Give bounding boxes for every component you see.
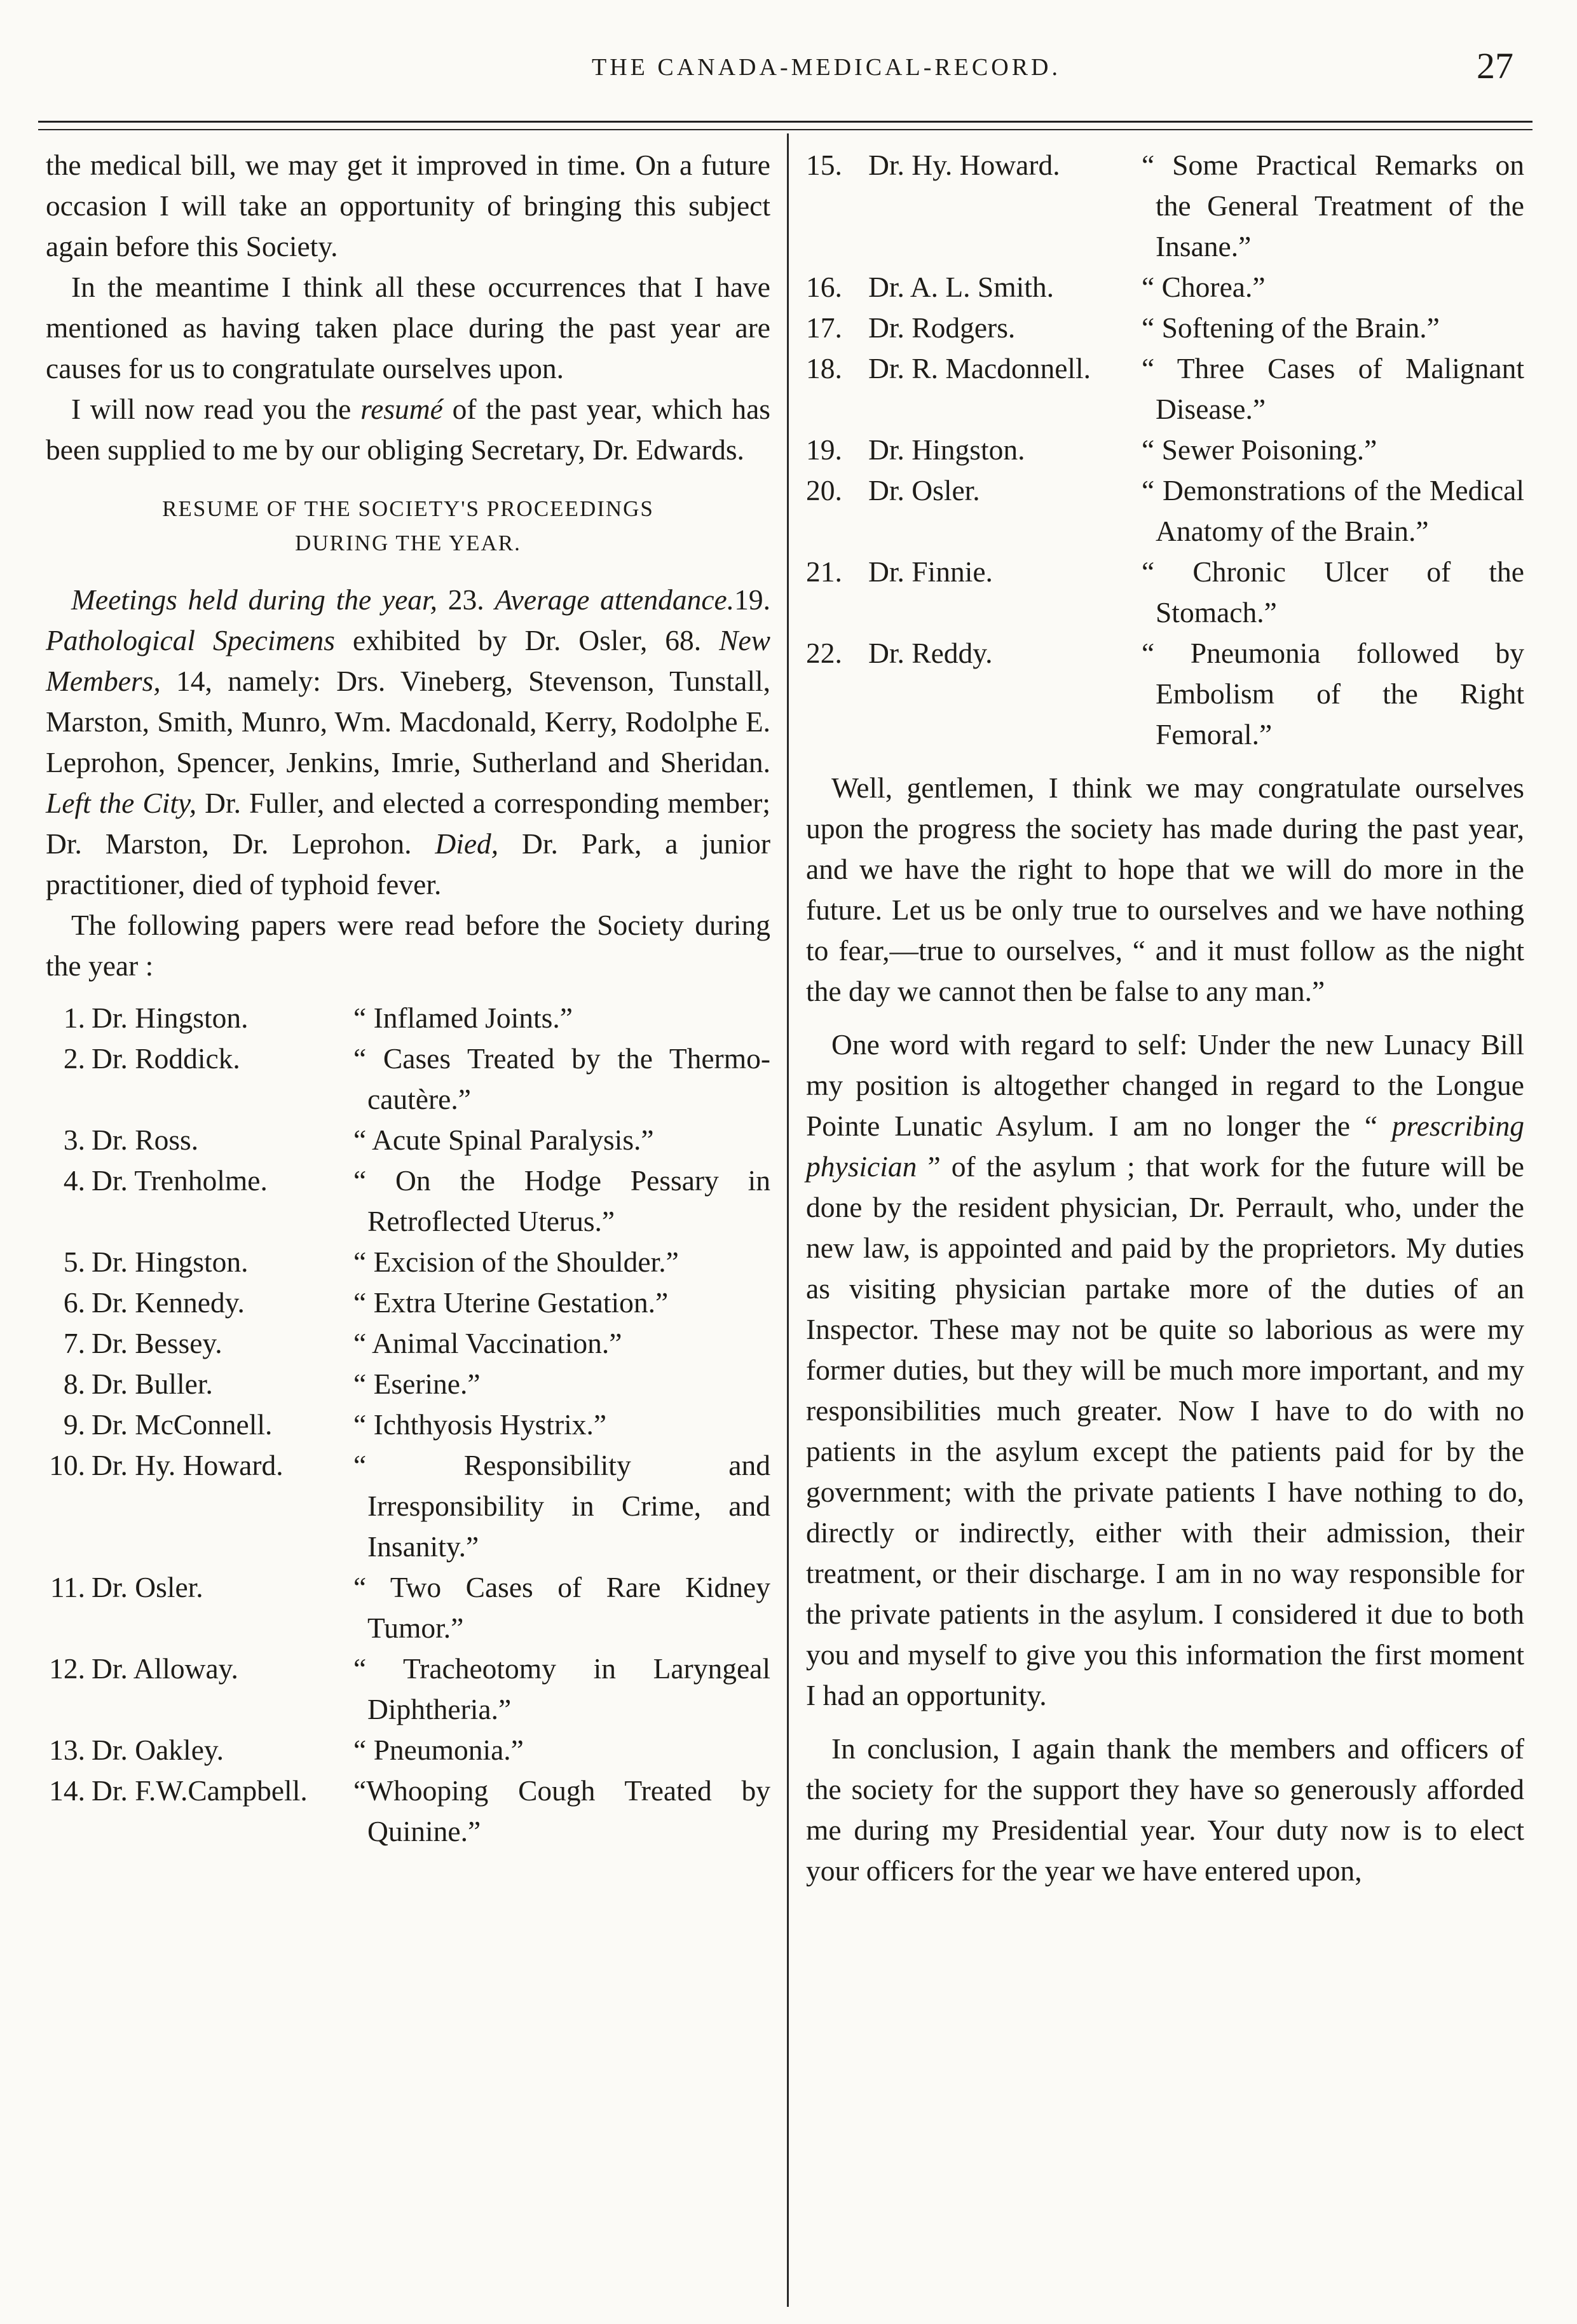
paragraph-resume-intro (46, 389, 770, 470)
header-rule-thin (38, 129, 1533, 130)
paper-number: 22. (806, 637, 842, 669)
paper-author: Dr. Roddick. (92, 1042, 240, 1075)
papers-intro: The following papers were read before the Society during the year : (46, 909, 770, 982)
running-title: THE CANADA-MEDICAL-RECORD. (592, 54, 1061, 81)
paper-entry (46, 1404, 770, 1445)
paper-title: “ Inflamed Joints.” (353, 1002, 573, 1034)
paper-number: 9. (63, 1408, 85, 1441)
died-text: Dr. Park, a junior practitioner, died of typhoid fever. (46, 827, 770, 900)
paper-number: 15. (806, 149, 842, 181)
paper-author: Dr. Hingston. (92, 1246, 249, 1278)
paper-author: Dr. McConnell. (92, 1408, 273, 1441)
column-divider (787, 133, 789, 2307)
specimens-label: Pathological Specimens (46, 624, 335, 656)
paper-title: “ Ichthyosis Hystrix.” (353, 1408, 607, 1441)
paragraph-medical-bill: the medical bill, we may get it improved in time. On a future occasion I will take an opportunity of bringing this subject again before this Society. (46, 149, 770, 262)
paper-number: 17. (806, 311, 842, 344)
paper-number: 19. (806, 433, 842, 466)
paper-title: “ Chorea.” (1142, 271, 1266, 303)
paragraph-congratulate: Well, gentlemen, I think we may congratulate ourselves upon the progress the society has made during the past year, and we have the right to hope that we will do more in the future. Let us be only true to ourselves and we have nothing to fear,—true to ourselves, “ and it must follow as the night the day we cannot then be false to any man.” (806, 771, 1524, 1007)
paper-author: Dr. Hy. Howard. (92, 1449, 283, 1481)
paper-title: “Whooping Cough Treated by Quinine.” (353, 1774, 770, 1847)
paper-entry (806, 633, 1524, 755)
section-heading-line-2: DURING THE YEAR. (295, 531, 521, 555)
paragraph-occurrences: In the meantime I think all these occurrences that I have mentioned as having taken place during the past year are causes for us to congratulate ourselves upon. (46, 271, 770, 384)
paper-entry (46, 1242, 770, 1282)
paper-author: Dr. Osler. (868, 474, 980, 506)
paragraph-self (806, 1024, 1524, 1716)
paper-title: “ Sewer Poisoning.” (1142, 433, 1377, 466)
paper-author: Dr. Ross. (92, 1124, 199, 1156)
prescribing-physician: prescribing physician (806, 1110, 1524, 1183)
paper-title: “ Demonstrations of the Medical Anatomy of the Brain.” (1142, 474, 1524, 547)
paper-title: “ Tracheotomy in Laryngeal Diphtheria.” (353, 1652, 770, 1725)
paragraph-conclusion: In conclusion, I again thank the members and officers of the society for the support they have so generously afforded me during my Presidential year. Your duty now is to elect your officers for the year we have entered upon, (806, 1732, 1524, 1887)
paper-entry (46, 1567, 770, 1648)
paper-author: Dr. Kennedy. (92, 1286, 245, 1319)
resume-word: resumé (360, 393, 443, 425)
paper-entry (806, 552, 1524, 633)
paper-number: 20. (806, 474, 842, 506)
paper-entry (806, 348, 1524, 430)
page-number: 27 (1477, 45, 1513, 86)
paper-number: 21. (806, 555, 842, 588)
paper-author: Dr. Finnie. (868, 555, 993, 588)
section-heading (46, 492, 770, 561)
right-column (806, 145, 1524, 1891)
paper-title: “ Extra Uterine Gestation.” (353, 1286, 669, 1319)
paper-author: Dr. Trenholme. (92, 1164, 268, 1197)
resume-intro-text: I will now read you the (71, 393, 361, 425)
paper-title: “ Softening of the Brain.” (1142, 311, 1440, 344)
new-members-text: 14, namely: Drs. Vineberg, Stevenson, Tunstall, Marston, Smith, Munro, Wm. Macdonald, Kerry, Rodolphe E. Leprohon, Spencer, Jenkins, Imrie, Sutherland and Sheridan. (46, 665, 770, 778)
paper-number: 10. (49, 1449, 85, 1481)
meetings-label: Meetings held during the year, (71, 583, 438, 616)
paper-title: “ Pneumonia followed by Embolism of the Right Femoral.” (1142, 637, 1524, 751)
paper-entry (46, 1445, 770, 1567)
paper-author: Dr. F.W.Campbell. (92, 1774, 308, 1807)
self-text: One word with regard to self: Under the new Lunacy Bill my position is altogether changed in regard to the Longue Pointe Lunatic Asylum. I am no longer the “ (806, 1028, 1524, 1142)
paper-author: Dr. Hingston. (868, 433, 1025, 466)
paper-title: “ Animal Vaccination.” (353, 1327, 622, 1359)
running-head (0, 45, 1577, 100)
paper-title: “ Chronic Ulcer of the Stomach.” (1142, 555, 1524, 629)
self-text-rest: ” of the asylum ; that work for the future will be done by the resident physician, Dr. Perrault, who, under the new law, is appointed and paid by the proprietors. My duties as visiting physician partake more of the duties of an Inspector. These may not be quite so laborious as were my former duties, but they will be much more important, and my responsibilities much greater. Now I have to do with no patients in the asylum except the patients paid for by the government; with the private patients I have nothing to do, directly or indirectly, either with their admission, their treatment, or their discharge. I am in no way responsible for the private patients in the asylum. I considered it due to both you and myself to give you this information the first moment I had an opportunity. (806, 1150, 1524, 1711)
paper-title: “ Some Practical Remarks on the General Treatment of the Insane.” (1142, 149, 1524, 262)
papers-list-right (806, 145, 1524, 755)
paper-author: Dr. Reddy. (868, 637, 993, 669)
paper-entry (46, 1730, 770, 1770)
paper-author: Dr. Alloway. (92, 1652, 238, 1685)
paper-number: 11. (50, 1571, 85, 1603)
paper-number: 3. (63, 1124, 85, 1156)
paper-author: Dr. A. L. Smith. (868, 271, 1054, 303)
header-rule (38, 121, 1533, 123)
paper-number: 8. (63, 1368, 85, 1400)
paper-author: Dr. Bessey. (92, 1327, 222, 1359)
left-column (46, 145, 770, 1852)
left-city-text: Dr. Fuller, and elected a corresponding member; Dr. Marston, Dr. Leprohon. (46, 787, 771, 860)
paper-title: “ Responsibility and Irresponsibility in Crime, and Insanity.” (353, 1449, 770, 1563)
paper-entry (46, 1648, 770, 1730)
paper-title: “ Pneumonia.” (353, 1734, 524, 1766)
paper-entry (46, 1160, 770, 1242)
paper-entry (46, 998, 770, 1038)
paper-number: 14. (49, 1774, 85, 1807)
specimens-text: exhibited by Dr. Osler, 68. (335, 624, 720, 656)
spacer (806, 1012, 1524, 1024)
paper-entry (806, 430, 1524, 470)
paper-author: Dr. Osler. (92, 1571, 203, 1603)
died-label: Died, (435, 827, 499, 860)
spacer (806, 755, 1524, 768)
paper-entry (46, 1770, 770, 1852)
paper-title: “ On the Hodge Pessary in Retroflected Uterus.” (353, 1164, 770, 1237)
paper-number: 6. (63, 1286, 85, 1319)
paragraph-proceedings (46, 580, 770, 905)
paper-entry (806, 470, 1524, 552)
paper-title: “ Three Cases of Malignant Disease.” (1142, 352, 1524, 425)
paper-title: “ Acute Spinal Paralysis.” (353, 1124, 654, 1156)
paper-title: “ Excision of the Shoulder.” (353, 1246, 679, 1278)
meetings-value: 23. (437, 583, 495, 616)
resume-intro-text-rest: of the past year, which has been supplied to me by our obliging Secretary, Dr. Edwards. (46, 393, 770, 466)
paper-number: 16. (806, 271, 842, 303)
paper-number: 4. (63, 1164, 85, 1197)
spacer (806, 1716, 1524, 1729)
paper-author: Dr. Oakley. (92, 1734, 224, 1766)
paper-title: “ Cases Treated by the Thermo-cautère.” (353, 1042, 770, 1115)
paper-entry (46, 1282, 770, 1323)
paper-author: Dr. R. Macdonnell. (868, 352, 1091, 384)
paper-entry (806, 145, 1524, 267)
paper-number: 7. (63, 1327, 85, 1359)
paper-number: 18. (806, 352, 842, 384)
left-city-label: Left the City, (46, 787, 197, 819)
section-heading-line-1: RESUME OF THE SOCIETY'S PROCEEDINGS (162, 496, 654, 521)
paper-entry (46, 1038, 770, 1120)
paper-entry (806, 308, 1524, 348)
paper-author: Dr. Rodgers. (868, 311, 1016, 344)
attendance-value: 19. (734, 583, 771, 616)
paper-number: 2. (63, 1042, 85, 1075)
paper-author: Dr. Buller. (92, 1368, 213, 1400)
paper-author: Dr. Hingston. (92, 1002, 249, 1034)
paper-author: Dr. Hy. Howard. (868, 149, 1060, 181)
paper-entry (46, 1323, 770, 1364)
paper-number: 1. (63, 1002, 85, 1034)
paper-entry (806, 267, 1524, 308)
paper-number: 5. (63, 1246, 85, 1278)
paper-title: “ Eserine.” (353, 1368, 481, 1400)
paper-number: 13. (49, 1734, 85, 1766)
paper-number: 12. (49, 1652, 85, 1685)
paper-entry (46, 1364, 770, 1404)
papers-list-left (46, 998, 770, 1852)
paper-title: “ Two Cases of Rare Kidney Tumor.” (353, 1571, 770, 1644)
paper-entry (46, 1120, 770, 1160)
attendance-label: Average attendance. (495, 583, 735, 616)
new-members-label: New Members, (46, 624, 770, 697)
